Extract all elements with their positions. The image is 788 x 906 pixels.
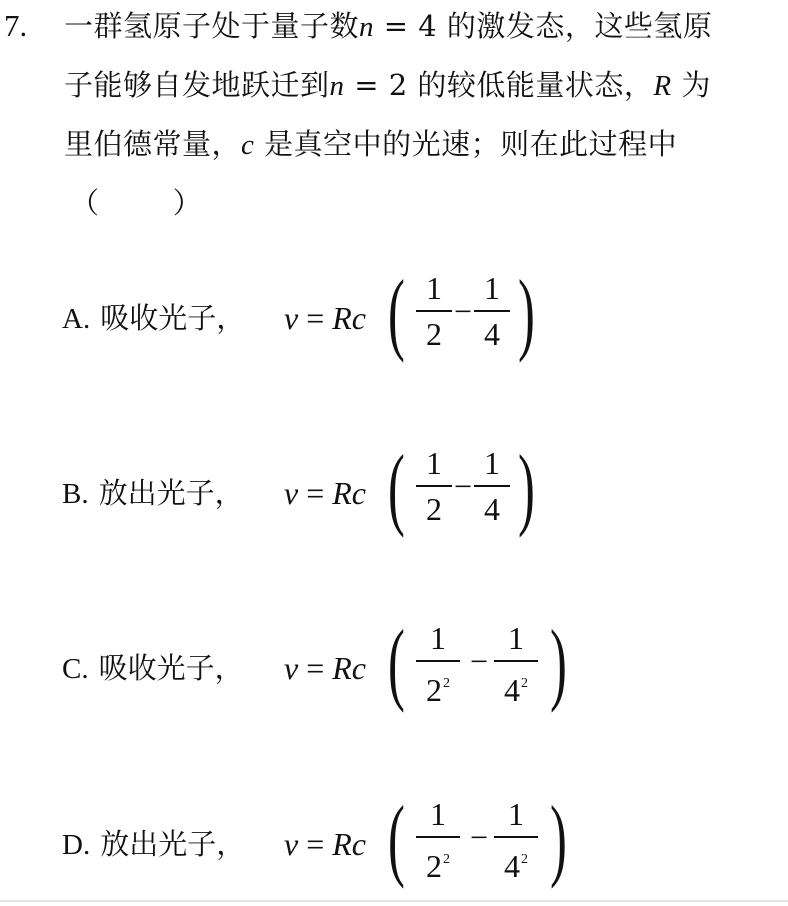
denominator xyxy=(492,842,540,884)
left-paren: ( xyxy=(388,787,405,889)
denominator xyxy=(472,491,512,527)
fraction-bar xyxy=(474,310,510,312)
formula-lhs xyxy=(284,822,366,866)
fraction-bar xyxy=(416,310,452,312)
fraction-bar xyxy=(474,485,510,487)
stem-text: 一群氢原子处于量子数 xyxy=(64,9,360,43)
stem-text: 子能够自发地跃迁到 xyxy=(64,68,330,102)
fraction-1 xyxy=(414,445,454,527)
denominator-base: 2 xyxy=(426,491,442,527)
denominator xyxy=(414,666,462,708)
stem-text: 为 xyxy=(671,68,711,102)
option-text: 吸收光子， xyxy=(98,651,244,685)
fraction-1 xyxy=(414,620,462,708)
light-speed-variable: c xyxy=(241,129,255,161)
frequency-symbol: ν xyxy=(284,475,299,511)
option-b[interactable] xyxy=(62,435,662,555)
option-label xyxy=(62,646,244,691)
numerator: 1 xyxy=(508,796,524,832)
denominator xyxy=(414,491,454,527)
left-paren: ( xyxy=(388,611,405,713)
right-paren: ) xyxy=(550,787,567,889)
answer-blank[interactable]: （ ） xyxy=(70,186,202,220)
coefficient: Rc xyxy=(332,650,366,686)
numerator: 1 xyxy=(484,270,500,306)
option-text: 吸收光子， xyxy=(100,301,246,335)
minus-sign: − xyxy=(454,468,473,504)
frequency-symbol: ν xyxy=(284,300,299,336)
option-letter: B. xyxy=(62,478,89,510)
coefficient: Rc xyxy=(332,300,366,336)
quantum-number-variable: n xyxy=(359,11,375,43)
option-label xyxy=(62,822,245,867)
option-letter: D. xyxy=(62,829,91,861)
question-stem-line-1 xyxy=(64,6,712,47)
question-stem-line-3 xyxy=(64,124,677,165)
denominator-base: 2 xyxy=(426,848,442,884)
fraction-bar xyxy=(416,836,460,838)
right-paren: ) xyxy=(518,436,535,538)
numerator: 1 xyxy=(430,620,446,656)
option-letter: C. xyxy=(62,653,89,685)
denominator xyxy=(414,842,462,884)
denominator-base: 4 xyxy=(484,491,500,527)
question-stem-line-2 xyxy=(64,65,711,106)
rydberg-constant-variable: R xyxy=(653,70,672,102)
denominator-base: 4 xyxy=(484,316,500,352)
equals-sign: = xyxy=(306,300,325,336)
denominator-exponent: 2 xyxy=(443,852,450,867)
formula-lhs xyxy=(284,471,366,515)
fraction-2 xyxy=(492,796,540,884)
fraction-bar xyxy=(494,660,538,662)
left-paren: ( xyxy=(388,261,405,363)
option-a[interactable] xyxy=(62,260,662,380)
fraction-bar xyxy=(416,485,452,487)
fraction-2 xyxy=(472,445,512,527)
right-paren: ) xyxy=(550,611,567,713)
denominator-base: 4 xyxy=(504,848,520,884)
denominator xyxy=(414,316,454,352)
denominator-exponent: 2 xyxy=(521,852,528,867)
denominator-exponent: 2 xyxy=(443,676,450,691)
fraction-1 xyxy=(414,796,462,884)
stem-text: 是真空中的光速；则在此过程中 xyxy=(254,127,678,161)
left-paren: ( xyxy=(388,436,405,538)
frequency-symbol: ν xyxy=(284,650,299,686)
equals-sign: = xyxy=(306,650,325,686)
minus-sign: − xyxy=(470,643,489,679)
denominator-exponent: 2 xyxy=(521,676,528,691)
fraction-2 xyxy=(492,620,540,708)
coefficient: Rc xyxy=(332,475,366,511)
frequency-symbol: ν xyxy=(284,826,299,862)
option-label xyxy=(62,296,245,341)
fraction-1 xyxy=(414,270,454,352)
stem-text: = 4 的激发态，这些氢原 xyxy=(374,9,713,43)
option-letter: A. xyxy=(62,303,91,335)
denominator xyxy=(492,666,540,708)
quantum-number-variable: n xyxy=(329,70,345,102)
minus-sign: − xyxy=(454,293,473,329)
fraction-bar xyxy=(494,836,538,838)
numerator: 1 xyxy=(426,270,442,306)
denominator-base: 2 xyxy=(426,672,442,708)
option-text: 放出光子， xyxy=(98,476,244,510)
equals-sign: = xyxy=(306,475,325,511)
minus-sign: − xyxy=(470,819,489,855)
denominator xyxy=(472,316,512,352)
right-paren: ) xyxy=(518,261,535,363)
formula-lhs xyxy=(284,646,366,690)
numerator: 1 xyxy=(484,445,500,481)
option-d[interactable] xyxy=(62,786,662,906)
numerator: 1 xyxy=(508,620,524,656)
denominator-base: 2 xyxy=(426,316,442,352)
fraction-2 xyxy=(472,270,512,352)
equals-sign: = xyxy=(306,826,325,862)
formula-lhs xyxy=(284,296,366,340)
option-text: 放出光子， xyxy=(100,827,246,861)
stem-text: 里伯德常量， xyxy=(64,127,242,161)
numerator: 1 xyxy=(430,796,446,832)
fraction-bar xyxy=(416,660,460,662)
option-c[interactable] xyxy=(62,610,662,730)
option-label xyxy=(62,471,244,516)
question-number: 7. xyxy=(4,8,28,43)
numerator: 1 xyxy=(426,445,442,481)
stem-text: = 2 的较低能量状态， xyxy=(344,68,654,102)
coefficient: Rc xyxy=(332,826,366,862)
denominator-base: 4 xyxy=(504,672,520,708)
